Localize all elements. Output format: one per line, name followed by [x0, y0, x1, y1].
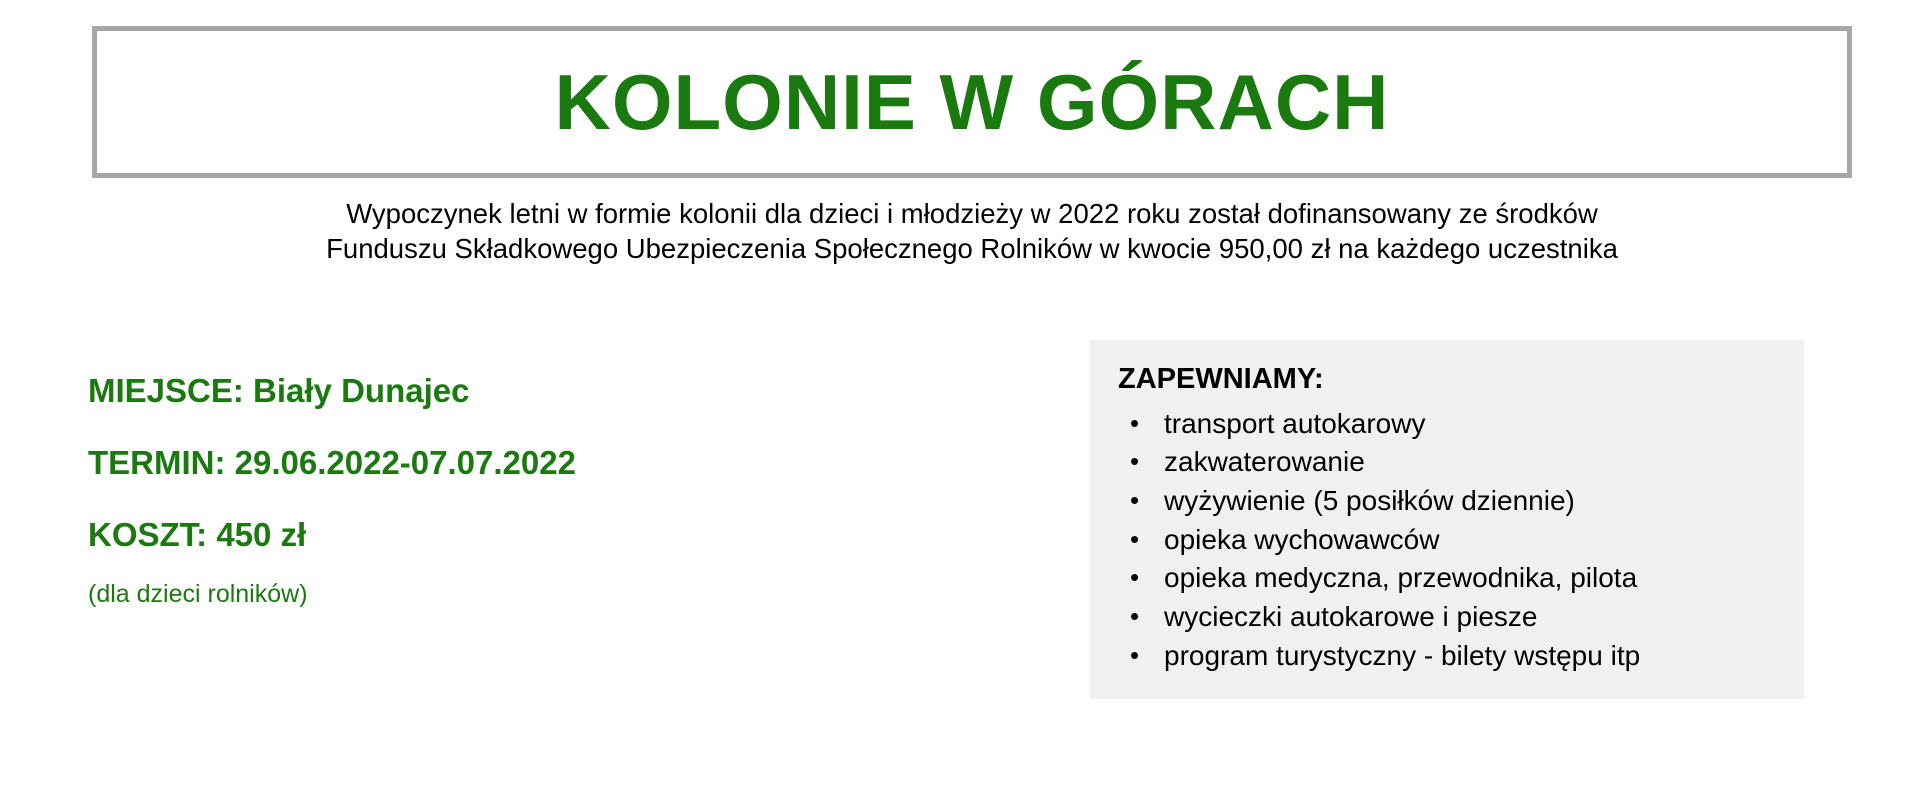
detail-place: MIEJSCE: Biały Dunajec: [88, 372, 470, 409]
features-heading: ZAPEWNIAMY:: [1118, 363, 1324, 395]
list-item: [1116, 482, 1778, 521]
bullet-icon: •: [1130, 639, 1140, 670]
list-item-label: transport autokarowy: [1164, 407, 1426, 439]
features-panel: [1090, 340, 1804, 699]
list-item: [1116, 637, 1778, 676]
page-title: KOLONIE W GÓRACH: [554, 58, 1390, 146]
details-column: [88, 372, 1068, 634]
list-item: [1116, 598, 1778, 637]
list-item-label: wycieczki autokarowe i piesze: [1164, 600, 1538, 632]
detail-term: TERMIN: 29.06.2022-07.07.2022: [88, 443, 576, 481]
bullet-icon: •: [1130, 600, 1140, 631]
bullet-icon: •: [1130, 446, 1140, 477]
list-item-label: opieka wychowawców: [1164, 523, 1440, 555]
list-item: [1116, 443, 1778, 482]
list-item: [1116, 559, 1778, 598]
funding-subtitle-line-1: Wypoczynek letni w formie kolonii dla dzieci i młodzieży w 2022 roku został dofinansowany ze środków: [346, 198, 1598, 229]
detail-cost: KOSZT: 450 zł: [88, 515, 307, 553]
list-item-label: wyżywienie (5 posiłków dziennie): [1164, 485, 1575, 517]
bullet-icon: •: [1130, 562, 1140, 593]
list-item: [1116, 521, 1778, 560]
list-item: [1116, 405, 1778, 444]
list-item-label: zakwaterowanie: [1164, 446, 1365, 478]
features-list: [1116, 405, 1778, 675]
list-item-label: program turystyczny - bilety wstępu itp: [1164, 639, 1641, 671]
funding-subtitle-line-2: Funduszu Składkowego Ubezpieczenia Społecznego Rolników w kwocie 950,00 zł na każdego uczestnika: [326, 233, 1618, 265]
funding-subtitle: [92, 196, 1852, 266]
bullet-icon: •: [1130, 485, 1140, 516]
bullet-icon: •: [1130, 407, 1140, 438]
title-banner: [92, 26, 1852, 178]
bullet-icon: •: [1130, 523, 1140, 554]
list-item-label: opieka medyczna, przewodnika, pilota: [1164, 562, 1638, 594]
detail-cost-note: (dla dzieci rolników): [88, 579, 308, 608]
